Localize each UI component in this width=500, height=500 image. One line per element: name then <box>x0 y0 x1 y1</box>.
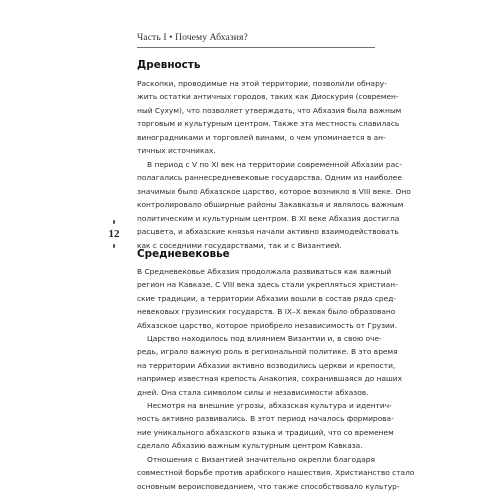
text-line: основным вероисповеданием, что также способствовало культур- <box>137 481 400 491</box>
text-line: торговым и культурным центром. Также эта местность славилась <box>137 119 400 129</box>
page-number: 12 <box>108 228 120 240</box>
text-line: расцвета, и абхазские князья начали активно взаимодействовать <box>137 227 399 237</box>
text-line: Абхазское царство, которое приобрело независимость от Грузии. <box>137 320 398 330</box>
folio-ornament-top <box>113 220 115 224</box>
text-line: Отношения с Византией значительно окрепли благодаря <box>147 455 375 464</box>
text-line: дней. Она стала символом силы и независимости абхазов. <box>137 387 369 397</box>
text-line: на территории Абхазии активно возводились церкви и крепости, <box>137 360 396 370</box>
text-line: невековых грузинских государств. В IX–X веках было образовано <box>137 307 396 317</box>
paragraph <box>137 453 415 493</box>
text-line: например известная крепость Анакопия, сохранившаяся до наших <box>137 374 403 384</box>
paragraph <box>137 332 403 399</box>
paragraph <box>137 399 394 453</box>
text-line: ный Сухум), что позволяет утверждать, что Абхазия была важным <box>137 105 402 115</box>
text-line: ние уникального абхазского языка и традиций, что со временем <box>137 427 394 437</box>
text-line: ность активно развивались. В этот период началось формирова- <box>137 414 394 424</box>
text-line: В период с V по XI век на территории современной Абхазии рас- <box>147 160 402 169</box>
section-heading-antiquity: Древность <box>137 59 201 71</box>
text-line: жить остатки античных городов, таких как Диоскурия (современ- <box>137 92 399 102</box>
text-line: значимых было Абхазское царство, которое возникло в VIII веке. Оно <box>137 186 411 196</box>
text-line: виноградниками и торговлей винами, о чем упоминается в ан- <box>137 132 386 142</box>
text-line: совместной борьбе против арабского нашествия. Христианство стало <box>137 468 415 478</box>
header-rule <box>137 47 375 48</box>
paragraph <box>137 265 398 332</box>
text-line: регион на Кавказе. С VIII века здесь стали укрепляться христиан- <box>137 280 398 290</box>
paragraph <box>137 77 402 158</box>
paragraph <box>137 158 411 252</box>
text-line: ские традиции, а территории Абхазии вошли в состав ряда сред- <box>137 293 397 303</box>
folio-ornament-bottom <box>113 244 115 248</box>
text-line: тичных источниках. <box>137 146 216 156</box>
section-heading-middle-ages: Средневековье <box>137 248 230 260</box>
text-line: Раскопки, проводимые на этой территории, позволили обнару- <box>137 79 387 88</box>
text-line: В Средневековье Абхазия продолжала развиваться как важный <box>137 267 392 276</box>
text-line: сделало Абхазию важным культурным центром Кавказа. <box>137 441 363 451</box>
text-line: контролировало обширные районы Закавказья и являлось важным <box>137 200 404 210</box>
text-line: политическим и культурным центром. В XI веке Абхазия достигла <box>137 213 400 223</box>
running-header: Часть I • Почему Абхазия? <box>137 32 248 43</box>
text-line: как с соседними государствами, так и с Византией. <box>137 240 342 250</box>
text-line: Царство находилось под влиянием Византии и, в свою оче- <box>147 334 382 343</box>
folio <box>106 220 122 250</box>
text-line: редь, играло важную роль в региональной политике. В это время <box>137 347 398 357</box>
text-line: полагались раннесредневековые государства. Одним из наиболее <box>137 173 402 183</box>
text-line: Несмотря на внешние угрозы, абхазская культура и идентич- <box>147 401 392 410</box>
